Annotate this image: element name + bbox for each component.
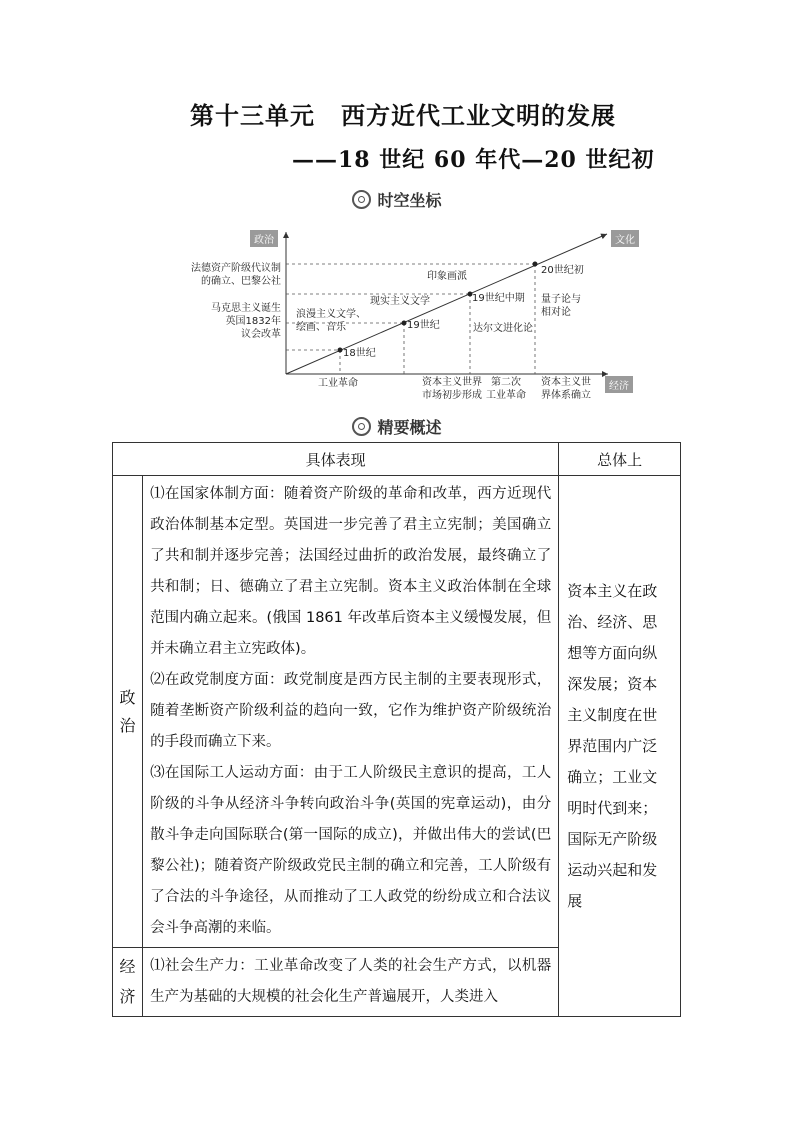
- culture-evolution: 达尔文进化论: [473, 323, 533, 334]
- economy-world-system: 资本主义世 界体系确立: [541, 377, 591, 401]
- economy-content: [143, 948, 559, 1017]
- time-19c: 19世纪: [407, 320, 440, 331]
- point-19c: [402, 321, 407, 326]
- time-18c: 18世纪: [343, 348, 376, 359]
- politics-content: [143, 476, 559, 948]
- politics-paragraph-3: ⑶在国际工人运动方面：由于工人阶级民主意识的提高，工人阶级的斗争从经济斗争转向政治斗争(英国的宪章运动)，由分散斗争走向国际联合(第一国际的成立)，并做出伟大的尝试(巴黎公社)；随着资产阶级政党民主制的确立和完善，工人阶级有了合法的斗争途径，从而推动了工人政党的纷纷成立和合法议会斗争高潮的来临。: [150, 765, 552, 936]
- culture-realism: 现实主义文学: [370, 296, 430, 307]
- time-20c: 20世纪初: [541, 265, 584, 276]
- unit-subtitle: ——18 世纪 60 年代—20 世纪初: [292, 147, 655, 173]
- economy-industrial-revolution: 工业革命: [318, 378, 358, 389]
- table-header-row: [113, 443, 681, 476]
- culture-romanticism: 浪漫主义文学、 绘画、音乐: [296, 309, 366, 333]
- politics-event-1: 法德资产阶级代议制 的确立、巴黎公社: [191, 263, 281, 287]
- axis-tag-culture: 文化: [611, 230, 639, 247]
- section-summary-label: 精要概述: [377, 418, 442, 437]
- row-label-politics: 政治: [113, 476, 143, 948]
- row-label-economy: 经济: [113, 948, 143, 1017]
- time-mid19c: 19世纪中期: [472, 293, 525, 304]
- unit-label: 第十三单元: [190, 101, 315, 130]
- axis-tag-economy: 经济: [605, 376, 633, 393]
- overall-content: 资本主义在政治、经济、思想等方面向纵深发展；资本主义制度在世界范围内广泛确立；工业文明时代到来；国际无产阶级运动兴起和发展: [559, 476, 681, 1017]
- politics-paragraph-1: ⑴在国家体制方面：随着资产阶级的革命和改革，西方近现代政治体制基本定型。英国进一步完善了君主立宪制；美国确立了共和制并逐步完善；法国经过曲折的政治发展，最终确立了共和制；日、德确立了君主立宪制。资本主义政治体制在全球范围内确立起来。(俄国 1861 年改革后资本主义缓慢发展，但并未确立君主立宪政体)。: [150, 486, 552, 657]
- point-18c: [338, 348, 343, 353]
- section-summary: [0, 415, 794, 438]
- summary-table: [112, 442, 681, 1017]
- header-overall: 总体上: [559, 443, 681, 476]
- axis-tag-politics: 政治: [250, 230, 278, 247]
- politics-paragraph-2: ⑵在政党制度方面：政党制度是西方民主制的主要表现形式，随着垄断资产阶级利益的趋向一致，它作为维护资产阶级统治的手段而确立下来。: [150, 672, 552, 750]
- point-20c: [533, 262, 538, 267]
- timeline-axes: [0, 0, 794, 410]
- section-circle-icon: [352, 417, 371, 436]
- culture-quantum: 量子论与 相对论: [541, 294, 581, 318]
- header-detail: 具体表现: [113, 443, 559, 476]
- unit-title-text: 西方近代工业文明的发展: [341, 101, 616, 130]
- culture-impressionism: 印象画派: [427, 271, 467, 282]
- economy-second-ir: 第二次 工业革命: [486, 377, 526, 401]
- table-row-politics: [113, 476, 681, 948]
- economy-world-market: 资本主义世界 市场初步形成: [422, 377, 482, 401]
- timeline-diagram: [0, 0, 794, 410]
- section-time-coordinates-label: 时空坐标: [377, 191, 442, 210]
- economy-paragraph-1: ⑴社会生产力：工业革命改变了人类的社会生产方式，以机器生产为基础的大规模的社会化生产普遍展开，人类进入: [150, 958, 552, 1005]
- politics-event-2: 马克思主义诞生 英国1832年 议会改革: [211, 303, 281, 340]
